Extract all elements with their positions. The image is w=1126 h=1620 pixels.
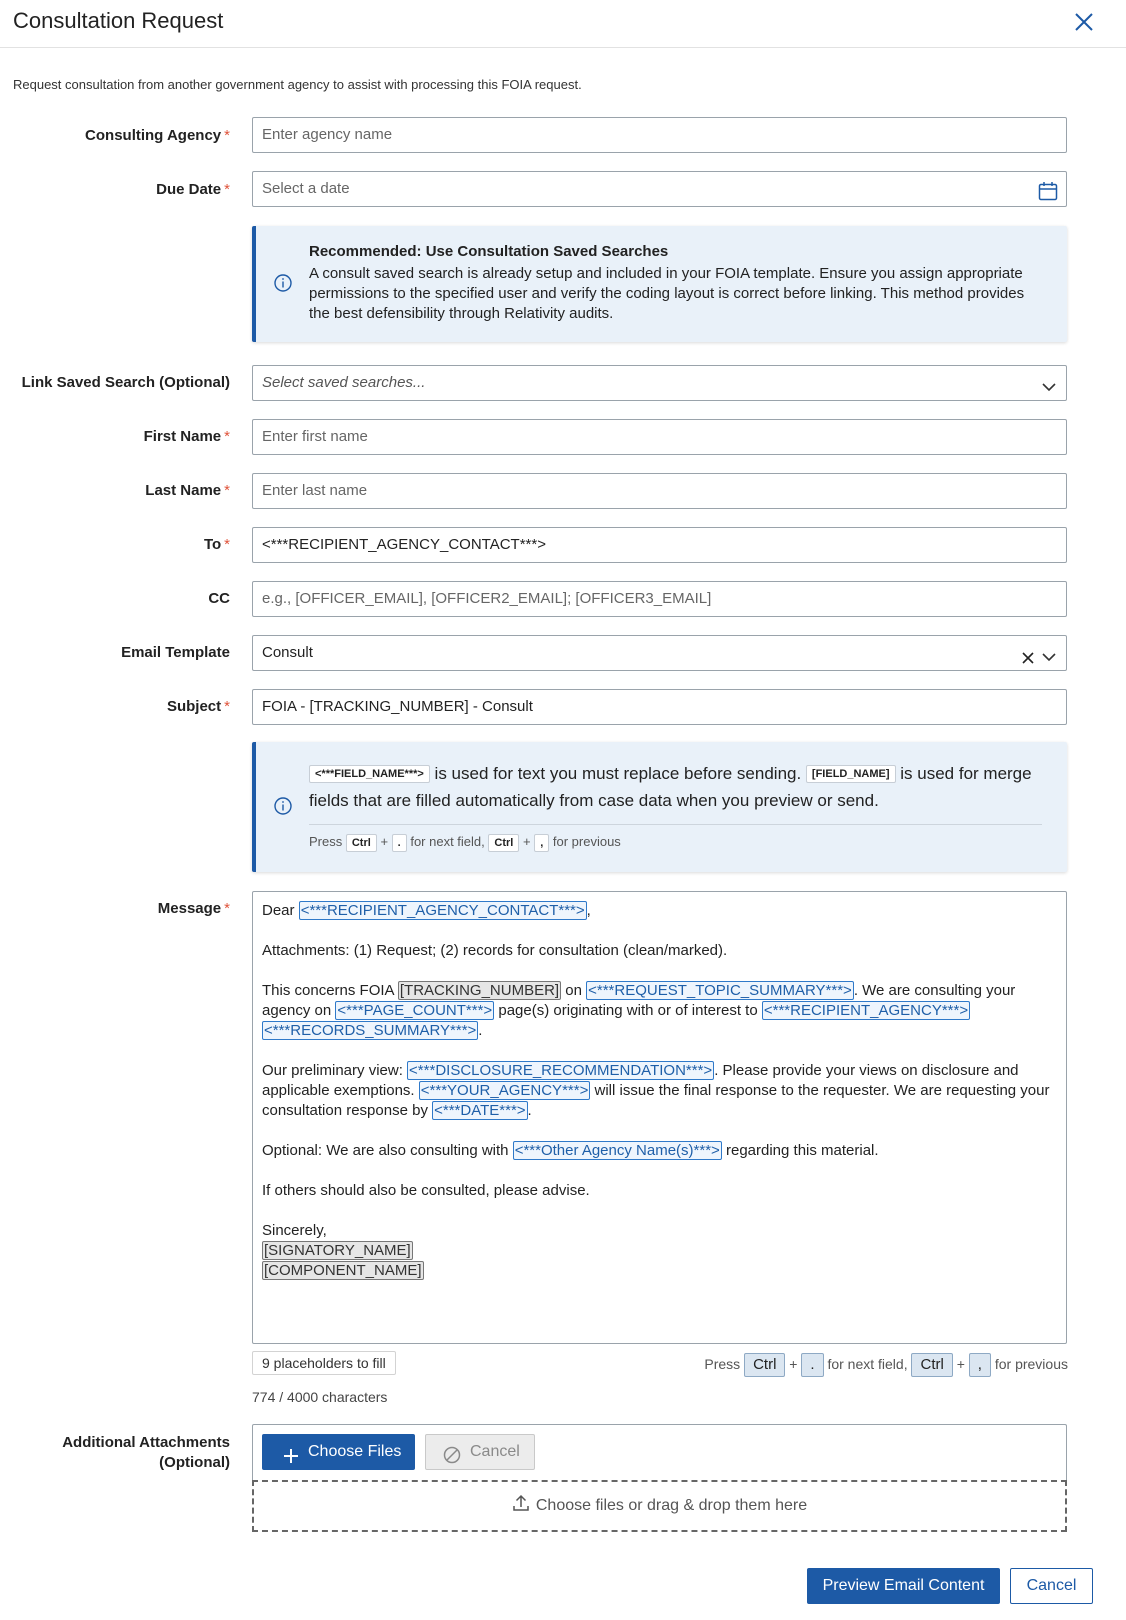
- choose-files-button[interactable]: Choose Files: [262, 1434, 415, 1470]
- clear-icon[interactable]: [1020, 645, 1036, 671]
- placeholder-token[interactable]: <***RECIPIENT_AGENCY_CONTACT***>: [300, 902, 585, 919]
- placeholders-count-badge: 9 placeholders to fill: [252, 1351, 396, 1375]
- merge-field: [COMPONENT_NAME]: [264, 1262, 422, 1279]
- upload-icon: [512, 1484, 530, 1532]
- file-dropzone[interactable]: Choose files or drag & drop them here: [252, 1480, 1067, 1532]
- required-marker: *: [224, 536, 230, 553]
- placeholder-info-box: [252, 742, 1067, 872]
- cc-input[interactable]: e.g., [OFFICER_EMAIL], [OFFICER2_EMAIL]; [OFFICER3_EMAIL]: [252, 581, 1067, 617]
- required-marker: *: [224, 900, 230, 917]
- shortcut-hint: Press Ctrl + . for next field, Ctrl + , for previous: [309, 834, 621, 852]
- ctrl-key: Ctrl: [346, 834, 377, 852]
- placeholder-token[interactable]: <***DISCLOSURE_RECOMMENDATION***>: [409, 1062, 713, 1079]
- placeholder-token[interactable]: <***REQUEST_TOPIC_SUMMARY***>: [588, 982, 852, 999]
- placeholder-explanation: <***FIELD_NAME***> is used for text you must replace before sending. [FIELD_NAME] is used for merge fields that are filled automatically from case data when you preview or send.: [309, 764, 1032, 810]
- ctrl-key: Ctrl: [744, 1353, 785, 1377]
- required-marker: *: [224, 698, 230, 715]
- due-date-input[interactable]: Select a date: [252, 171, 1067, 207]
- info-title: Recommended: Use Consultation Saved Searches: [309, 243, 669, 260]
- first-name-input[interactable]: Enter first name: [252, 419, 1067, 455]
- ctrl-key: Ctrl: [488, 834, 519, 852]
- ban-icon: [443, 1443, 461, 1477]
- dialog-header: [0, 0, 1126, 48]
- cc-label: CC: [208, 590, 230, 607]
- info-icon: [274, 797, 292, 820]
- plus-icon: [282, 1443, 300, 1479]
- placeholder-token[interactable]: <***PAGE_COUNT***>: [337, 1002, 493, 1019]
- calendar-icon[interactable]: [1038, 180, 1058, 207]
- to-label: To *: [203, 536, 230, 553]
- subject-label: Subject *: [166, 698, 230, 715]
- intro-text: Request consultation from another government agency to assist with processing this FOIA request.: [13, 77, 582, 92]
- merge-field: [TRACKING_NUMBER]: [399, 982, 560, 999]
- required-marker: *: [224, 127, 230, 144]
- email-template-label: Email Template: [121, 644, 230, 661]
- chevron-down-icon[interactable]: [1040, 375, 1058, 401]
- last-name-label: Last Name *: [145, 482, 230, 499]
- saved-search-select[interactable]: Select saved searches...: [252, 365, 1067, 401]
- cancel-upload-button[interactable]: Cancel: [425, 1434, 535, 1470]
- message-editor[interactable]: Dear <***RECIPIENT_AGENCY_CONTACT***> , Attachments: (1) Request; (2) records for consultation (clean/marked). This concerns FOIA [TRACKING_NUMBER] on <***REQUEST_TOPIC_SUMMARY***> . We are consulting your agency on <***PAGE_COUNT***> page(s) originating with or of interest to <***RECIPIENT_AGENCY***> <***RECORDS_SUMMARY***> . Our preliminary view: <***DISCLOSURE_RECOMMENDATION***> . Please provide your views on disclosure and applicable exemptions. <***YOUR_AGENCY***> will issue the final response to the requester. We are requesting your consultation response by <***DATE***> . Optional: We are also consulting with <***Other Agency Name(s)***> regarding this material. If others should also be consulted, please advise. Sincerely, [SIGNATORY_NAME] [COMPONENT_NAME]: [252, 891, 1067, 1344]
- attachments-label: Additional Attachments (Optional): [62, 1434, 230, 1471]
- comma-key: ,: [534, 834, 549, 852]
- merge-field-example: [FIELD_NAME]: [806, 765, 896, 783]
- placeholder-token[interactable]: <***RECIPIENT_AGENCY***>: [763, 1002, 969, 1019]
- email-template-select[interactable]: Consult: [252, 635, 1067, 671]
- placeholder-token[interactable]: <***RECORDS_SUMMARY***>: [264, 1022, 477, 1039]
- placeholder-token[interactable]: <***DATE***>: [434, 1102, 526, 1119]
- chevron-down-icon[interactable]: [1040, 645, 1058, 671]
- placeholder-token[interactable]: <***Other Agency Name(s)***>: [514, 1142, 720, 1159]
- period-key: .: [801, 1353, 823, 1377]
- due-date-label: Due Date *: [156, 181, 230, 198]
- first-name-label: First Name *: [143, 428, 230, 445]
- to-input[interactable]: <***RECIPIENT_AGENCY_CONTACT***>: [252, 527, 1067, 563]
- period-key: .: [392, 834, 407, 852]
- close-icon[interactable]: [1072, 10, 1096, 34]
- ctrl-key: Ctrl: [911, 1353, 952, 1377]
- required-marker: *: [224, 482, 230, 499]
- required-marker: *: [224, 181, 230, 198]
- last-name-input[interactable]: Enter last name: [252, 473, 1067, 509]
- character-count: 774 / 4000 characters: [252, 1389, 388, 1405]
- consulting-agency-input[interactable]: Enter agency name: [252, 117, 1067, 153]
- saved-search-info-box: [252, 226, 1067, 342]
- consulting-agency-label: Consulting Agency *: [85, 127, 230, 144]
- required-marker: *: [224, 428, 230, 445]
- saved-search-label: Link Saved Search (Optional): [21, 374, 230, 391]
- subject-input[interactable]: FOIA - [TRACKING_NUMBER] - Consult: [252, 689, 1067, 725]
- comma-key: ,: [969, 1353, 991, 1377]
- shortcut-hint-bottom: Press Ctrl + . for next field, Ctrl + , for previous: [704, 1351, 1068, 1377]
- replace-token-example: <***FIELD_NAME***>: [309, 765, 430, 783]
- info-icon: [274, 274, 292, 297]
- preview-email-button[interactable]: Preview Email Content: [807, 1568, 1000, 1604]
- info-body: A consult saved search is already setup and included in your FOIA template. Ensure you assign appropriate permissions to the specified user and verify the coding layout is correct before linking. This method provides the best defensibility through Relativity audits.: [309, 265, 1025, 322]
- placeholder-token[interactable]: <***YOUR_AGENCY***>: [420, 1082, 589, 1099]
- cancel-button[interactable]: Cancel: [1010, 1568, 1093, 1604]
- dialog-title: Consultation Request: [13, 8, 224, 33]
- divider: [309, 824, 1042, 825]
- merge-field: [SIGNATORY_NAME]: [264, 1242, 411, 1259]
- message-label: Message *: [157, 900, 230, 917]
